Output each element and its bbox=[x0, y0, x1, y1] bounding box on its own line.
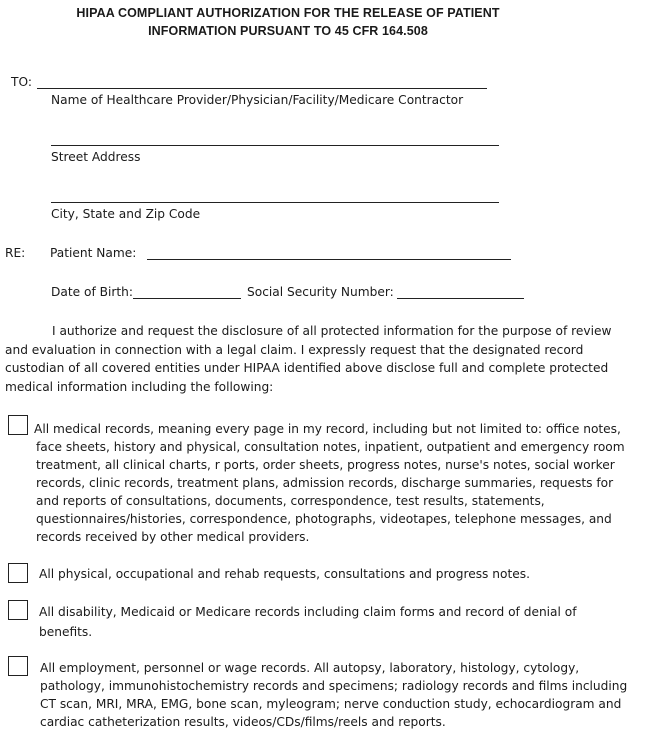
street-address-line[interactable] bbox=[51, 145, 499, 146]
re-label: RE: bbox=[5, 246, 26, 260]
physical-therapy-text: All physical, occupational and rehab requests, consultations and progress notes. bbox=[39, 567, 530, 581]
street-caption: Street Address bbox=[51, 150, 141, 164]
physical-therapy-checkbox[interactable] bbox=[8, 563, 28, 583]
dob-label: Date of Birth: bbox=[51, 285, 133, 299]
dob-line[interactable] bbox=[133, 298, 241, 299]
patient-name-label: Patient Name: bbox=[50, 246, 137, 260]
authorization-paragraph bbox=[5, 322, 617, 396]
ssn-line[interactable] bbox=[397, 298, 524, 299]
form-title-line1: HIPAA COMPLIANT AUTHORIZATION FOR THE RELEASE OF PATIENT bbox=[76, 6, 500, 20]
medical-records-checkbox[interactable] bbox=[8, 415, 28, 435]
to-label: TO: bbox=[11, 75, 32, 89]
disability-records-text: All disability, Medicaid or Medicare records including claim forms and record of denial of benefits. bbox=[39, 605, 577, 639]
employment-records-text: All employment, personnel or wage records. All autopsy, laboratory, histology, cytology, pathology, immunohistochemistry records and specimens; radiology records and films including CT scan, MRI, MRA, EMG, bone scan, myleogram; nerve conduction study, echocardiogram and cardiac catheterization results, videos/CDs/films/reels and reports. bbox=[40, 661, 628, 729]
provider-name-line[interactable] bbox=[37, 88, 487, 89]
authorization-text: I authorize and request the disclosure of all protected information for the purpose of review and evaluation in connection with a legal claim. I expressly request that the designated record custodian of all covered entities under HIPAA identified above disclose full and complete protected medical information including the following: bbox=[5, 324, 612, 394]
provider-caption: Name of Healthcare Provider/Physician/Facility/Medicare Contractor bbox=[51, 93, 464, 107]
city-caption: City, State and Zip Code bbox=[51, 207, 201, 221]
form-title-line2: INFORMATION PURSUANT TO 45 CFR 164.508 bbox=[148, 24, 428, 38]
employment-records-checkbox[interactable] bbox=[8, 656, 28, 676]
city-state-zip-line[interactable] bbox=[51, 202, 499, 203]
ssn-label: Social Security Number: bbox=[247, 285, 394, 299]
patient-name-line[interactable] bbox=[147, 259, 511, 260]
medical-records-text: All medical records, meaning every page in my record, including but not limited to: office notes, face sheets, history and physical, consultation notes, inpatient, outpatient and emergency room treatment, all clinical charts, r ports, order sheets, progress notes, nurse's notes, social worker records, clinic records, treatment plans, admission records, discharge summaries, requests for and reports of consultations, documents, correspondence, test results, statements, questionnaires/histories, correspondence, photographs, videotapes, telephone messages, and records received by other medical providers. bbox=[34, 422, 625, 544]
disability-records-checkbox[interactable] bbox=[8, 600, 28, 620]
